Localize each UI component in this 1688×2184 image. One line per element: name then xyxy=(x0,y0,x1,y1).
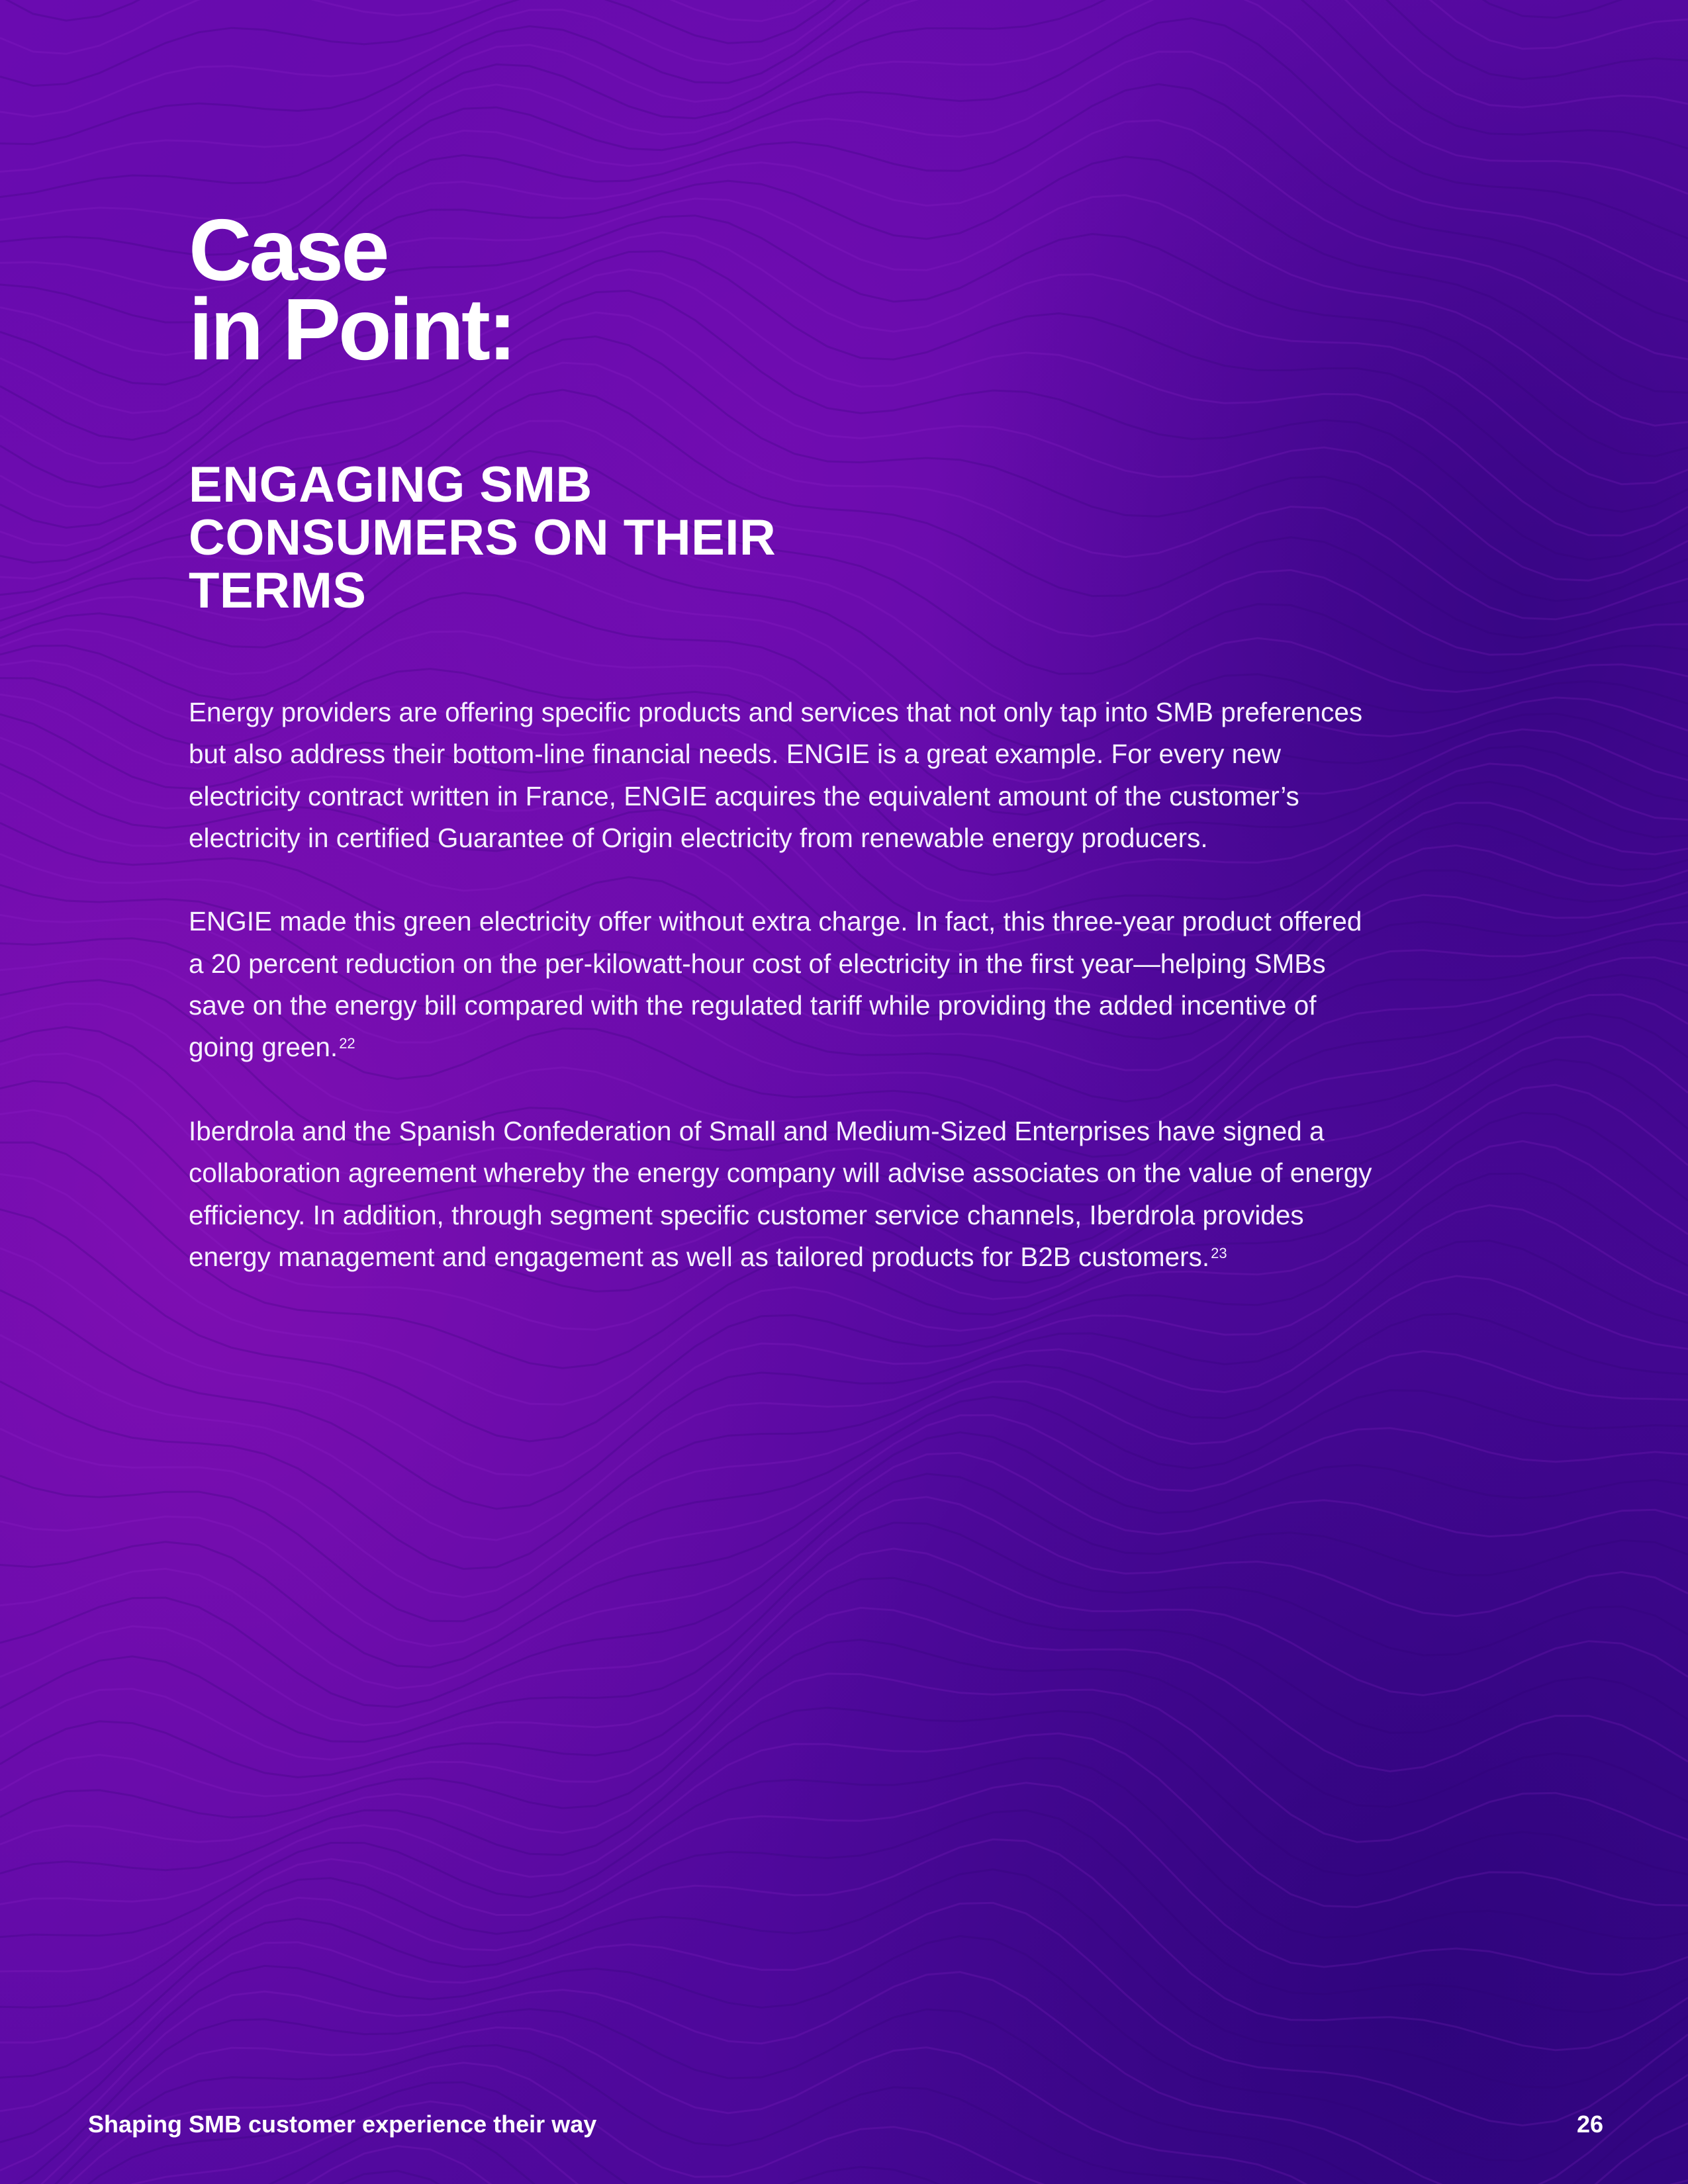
subtitle-line-3: TERMS xyxy=(189,563,367,619)
subtitle-line-2: CONSUMERS ON THEIR xyxy=(189,510,776,566)
text-line: Iberdrola and the Spanish Confederation of Small and Medium-Sized Enterprises have signed a xyxy=(189,1115,1325,1146)
section-subtitle xyxy=(189,459,917,617)
subtitle-line-1: ENGAGING SMB xyxy=(189,457,592,513)
text-line: electricity in certified Guarantee of Origin electricity from renewable energy producers. xyxy=(189,822,1208,853)
footnote-marker: 22 xyxy=(339,1035,355,1052)
paragraph-engie-intro xyxy=(189,692,1526,859)
text-line: efficiency. In addition, through segment specific customer service channels, Iberdrola provides xyxy=(189,1199,1304,1230)
text-line: electricity contract written in France, ENGIE acquires the equivalent amount of the customer’s xyxy=(189,780,1299,811)
text-line: Energy providers are offering specific products and services that not only tap into SMB preferences xyxy=(189,697,1363,727)
text-line xyxy=(189,1026,1526,1068)
page-number: 26 xyxy=(1576,2111,1603,2138)
title-line-2: in Point: xyxy=(189,281,514,378)
body-text xyxy=(189,692,1526,1320)
text-line-segment: going green. xyxy=(189,1032,338,1063)
text-line: ENGIE made this green electricity offer without extra charge. In fact, this three-year product offered xyxy=(189,906,1362,937)
paragraph-iberdrola xyxy=(189,1111,1526,1278)
text-line: a 20 percent reduction on the per-kilowatt-hour cost of electricity in the first year—helping SMBs xyxy=(189,948,1326,979)
title-line-1: Case xyxy=(189,201,387,298)
text-line xyxy=(189,1236,1526,1278)
text-line-segment: energy management and engagement as well as tailored products for B2B customers. xyxy=(189,1241,1210,1272)
page-title xyxy=(189,201,514,378)
text-line: but also address their bottom-line financial needs. ENGIE is a great example. For every new xyxy=(189,739,1282,770)
text-line: save on the energy bill compared with the regulated tariff while providing the added incentive of xyxy=(189,990,1317,1021)
footnote-marker: 23 xyxy=(1211,1244,1227,1261)
footer-document-title: Shaping SMB customer experience their way xyxy=(88,2111,597,2138)
text-line: collaboration agreement whereby the energy company will advise associates on the value of energy xyxy=(189,1158,1372,1189)
paragraph-engie-offer xyxy=(189,901,1526,1068)
